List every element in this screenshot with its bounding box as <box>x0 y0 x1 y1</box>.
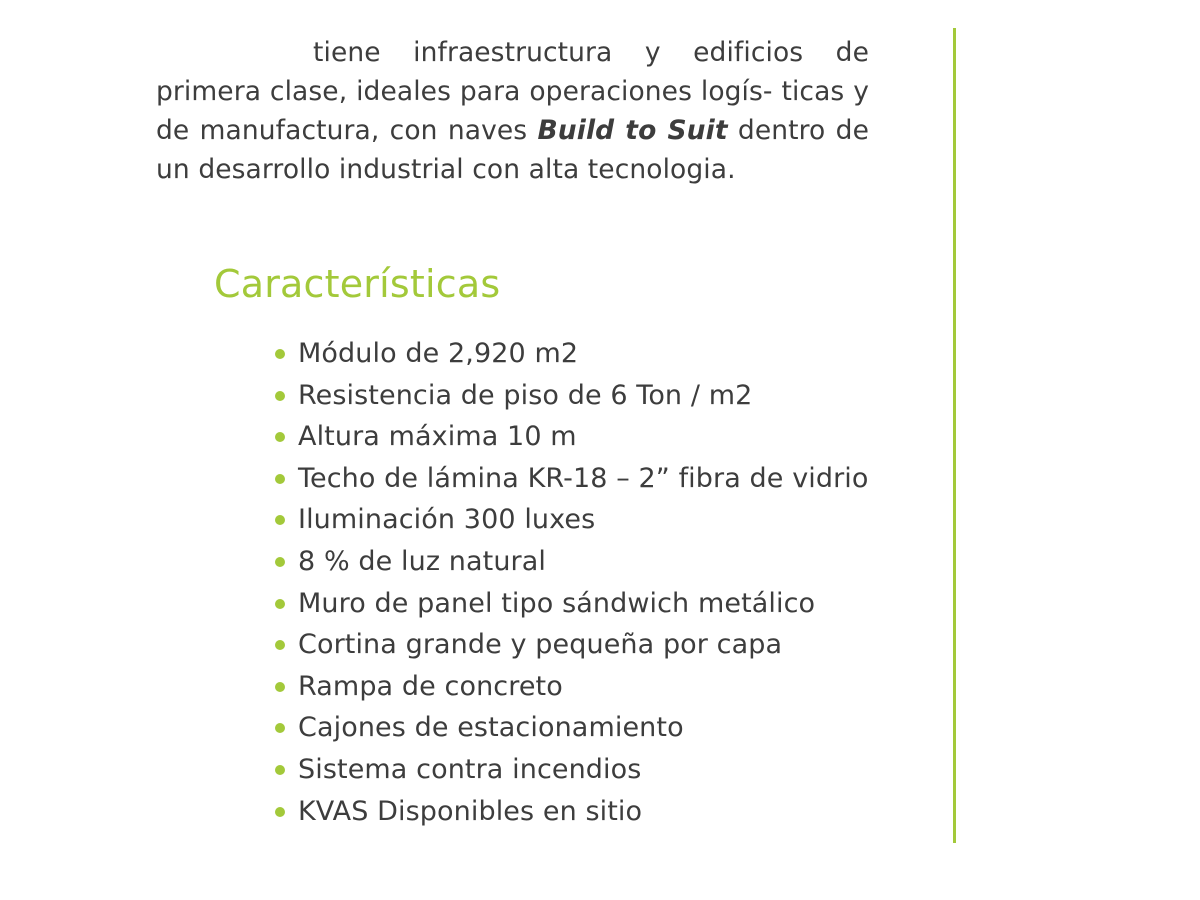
bullet-icon <box>275 599 285 609</box>
feature-text: Módulo de 2,920 m2 <box>298 338 579 369</box>
feature-text: Iluminación 300 luxes <box>298 504 596 536</box>
feature-item <box>272 749 869 791</box>
bullet-icon <box>275 640 285 650</box>
feature-text: Muro de panel tipo sándwich metálico <box>298 587 816 619</box>
feature-item <box>272 416 869 458</box>
bullet-icon <box>275 682 285 692</box>
feature-text: KVAS Disponibles en sitio <box>298 795 643 827</box>
bullet-icon <box>275 432 285 442</box>
feature-text: Altura máxima 10 m <box>298 421 577 453</box>
feature-item <box>272 583 869 625</box>
feature-text: 8 % de luz natural <box>298 545 547 577</box>
bullet-icon <box>275 557 285 567</box>
feature-text: Techo de lámina KR-18 – 2” fibra de vidrio <box>298 462 869 494</box>
intro-paragraph <box>156 33 869 189</box>
bullet-icon <box>275 349 285 359</box>
feature-item <box>272 333 869 375</box>
feature-item <box>272 499 869 541</box>
feature-item <box>272 624 869 666</box>
feature-item <box>272 541 869 583</box>
bullet-icon <box>275 723 285 733</box>
intro-emphasis: Build to Suit <box>537 115 728 146</box>
feature-item <box>272 666 869 708</box>
feature-item <box>272 458 869 500</box>
feature-item <box>272 791 869 833</box>
feature-text: Sistema contra incendios <box>298 753 642 785</box>
bullet-icon <box>275 474 285 484</box>
bullet-icon <box>275 515 285 525</box>
intro-text-before: tiene infraestructura y edificios de primera clase, ideales para operaciones logís- ticas y de manufactura, con naves <box>156 37 869 146</box>
feature-item <box>272 707 869 749</box>
vertical-divider <box>953 28 956 843</box>
bullet-icon <box>275 765 285 775</box>
bullet-icon <box>275 807 285 817</box>
features-list <box>272 333 869 832</box>
feature-text: Resistencia de piso de 6 Ton / m2 <box>298 379 753 411</box>
feature-text: Cortina grande y pequeña por capa <box>298 629 783 661</box>
feature-text: Rampa de concreto <box>298 670 563 702</box>
feature-item <box>272 375 869 417</box>
intro-text-after: dentro de un desarrollo industrial con alta tecnologia. <box>156 115 869 185</box>
section-title: Características <box>214 262 501 306</box>
feature-text: Cajones de estacionamiento <box>298 712 684 744</box>
bullet-icon <box>275 391 285 401</box>
